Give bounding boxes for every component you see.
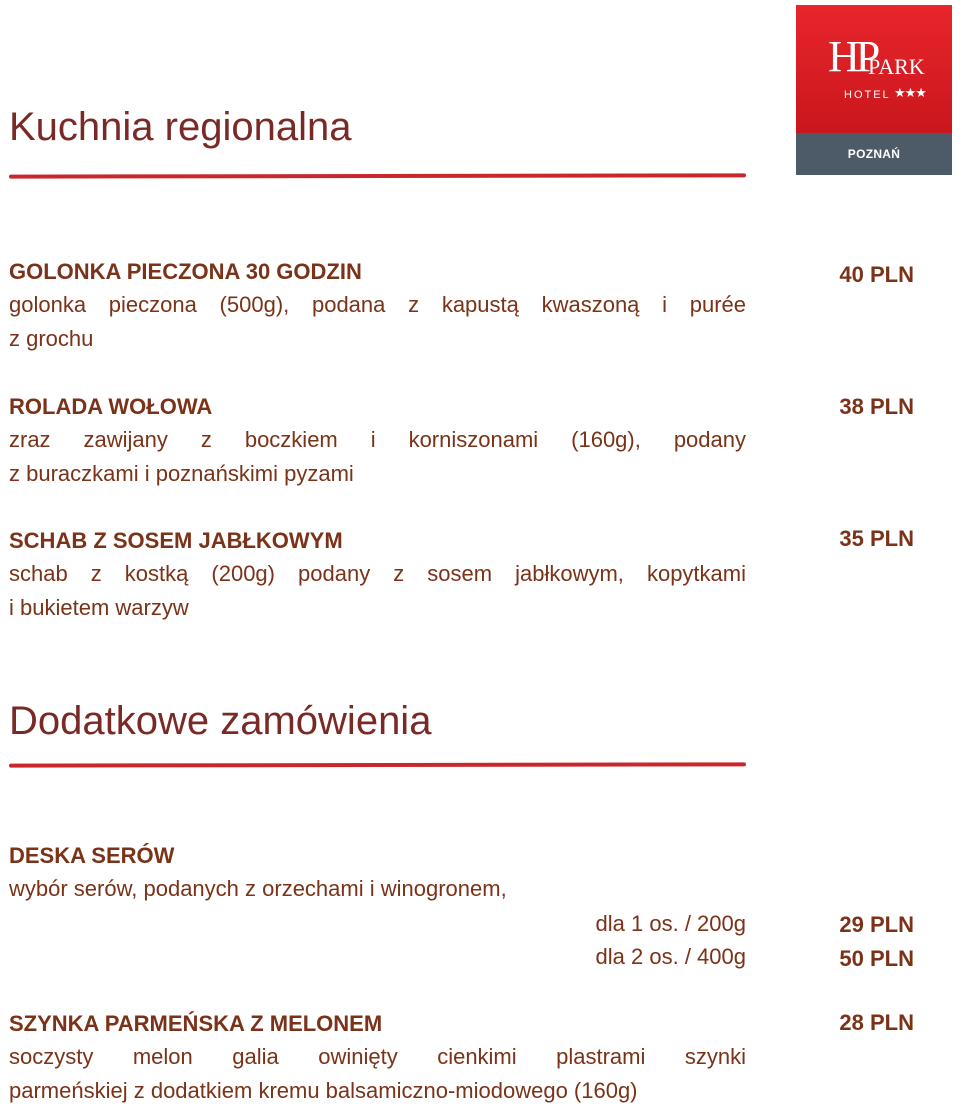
menu-item-name: SZYNKA PARMEŃSKA Z MELONEM xyxy=(9,1011,383,1036)
hotel-logo xyxy=(796,5,952,175)
menu-item-price: 38 PLN xyxy=(839,394,914,419)
menu-item-desc-line: i bukietem warzyw xyxy=(9,595,189,620)
logo-mark xyxy=(828,32,925,89)
menu-item-desc-line: schab z kostką (200g) podany z sosem jabłkowym, kopytkami xyxy=(9,561,746,586)
portion-label: dla 1 os. / 200g xyxy=(595,911,746,936)
menu-item-desc-line: parmeńskiej z dodatkiem kremu balsamiczno-miodowego (160g) xyxy=(9,1078,638,1103)
menu-item-name: DESKA SERÓW xyxy=(9,843,175,868)
section-divider xyxy=(9,173,746,178)
section-title-regional: Kuchnia regionalna xyxy=(9,105,352,149)
logo-monogram: HP xyxy=(828,32,877,81)
menu-item-desc-line: soczysty melon galia owinięty cienkimi plastrami szynki xyxy=(9,1044,746,1069)
menu-item-desc-line: wybór serów, podanych z orzechami i winogronem, xyxy=(9,876,507,901)
menu-item-desc-line: z grochu xyxy=(9,326,94,351)
menu-item-price: 35 PLN xyxy=(839,526,914,551)
menu-item-desc-line: golonka pieczona (500g), podana z kapustą kwaszoną i purée xyxy=(9,292,746,317)
menu-item-price: 40 PLN xyxy=(839,262,914,287)
logo-hotel-text: HOTEL xyxy=(844,89,891,101)
menu-item-name: GOLONKA PIECZONA 30 GODZIN xyxy=(9,259,362,284)
portion-label: dla 2 os. / 400g xyxy=(595,944,746,969)
menu-item-desc-line: zraz zawijany z boczkiem i korniszonami (160g), podany xyxy=(9,427,746,452)
section-title-additional: Dodatkowe zamówienia xyxy=(9,699,432,743)
menu-item-name: ROLADA WOŁOWA xyxy=(9,394,213,419)
section-divider xyxy=(9,762,746,767)
menu-item-desc-line: z buraczkami i poznańskimi pyzami xyxy=(9,461,354,486)
portion-price: 29 PLN xyxy=(839,912,914,937)
logo-stars-icon: ★★★ xyxy=(894,85,926,100)
logo-name: PARK xyxy=(868,54,925,79)
logo-red-panel xyxy=(796,5,952,133)
logo-city: POZNAŃ xyxy=(796,133,952,175)
menu-item-name: SCHAB Z SOSEM JABŁKOWYM xyxy=(9,528,343,553)
menu-item-price: 28 PLN xyxy=(839,1010,914,1035)
portion-price: 50 PLN xyxy=(839,946,914,971)
